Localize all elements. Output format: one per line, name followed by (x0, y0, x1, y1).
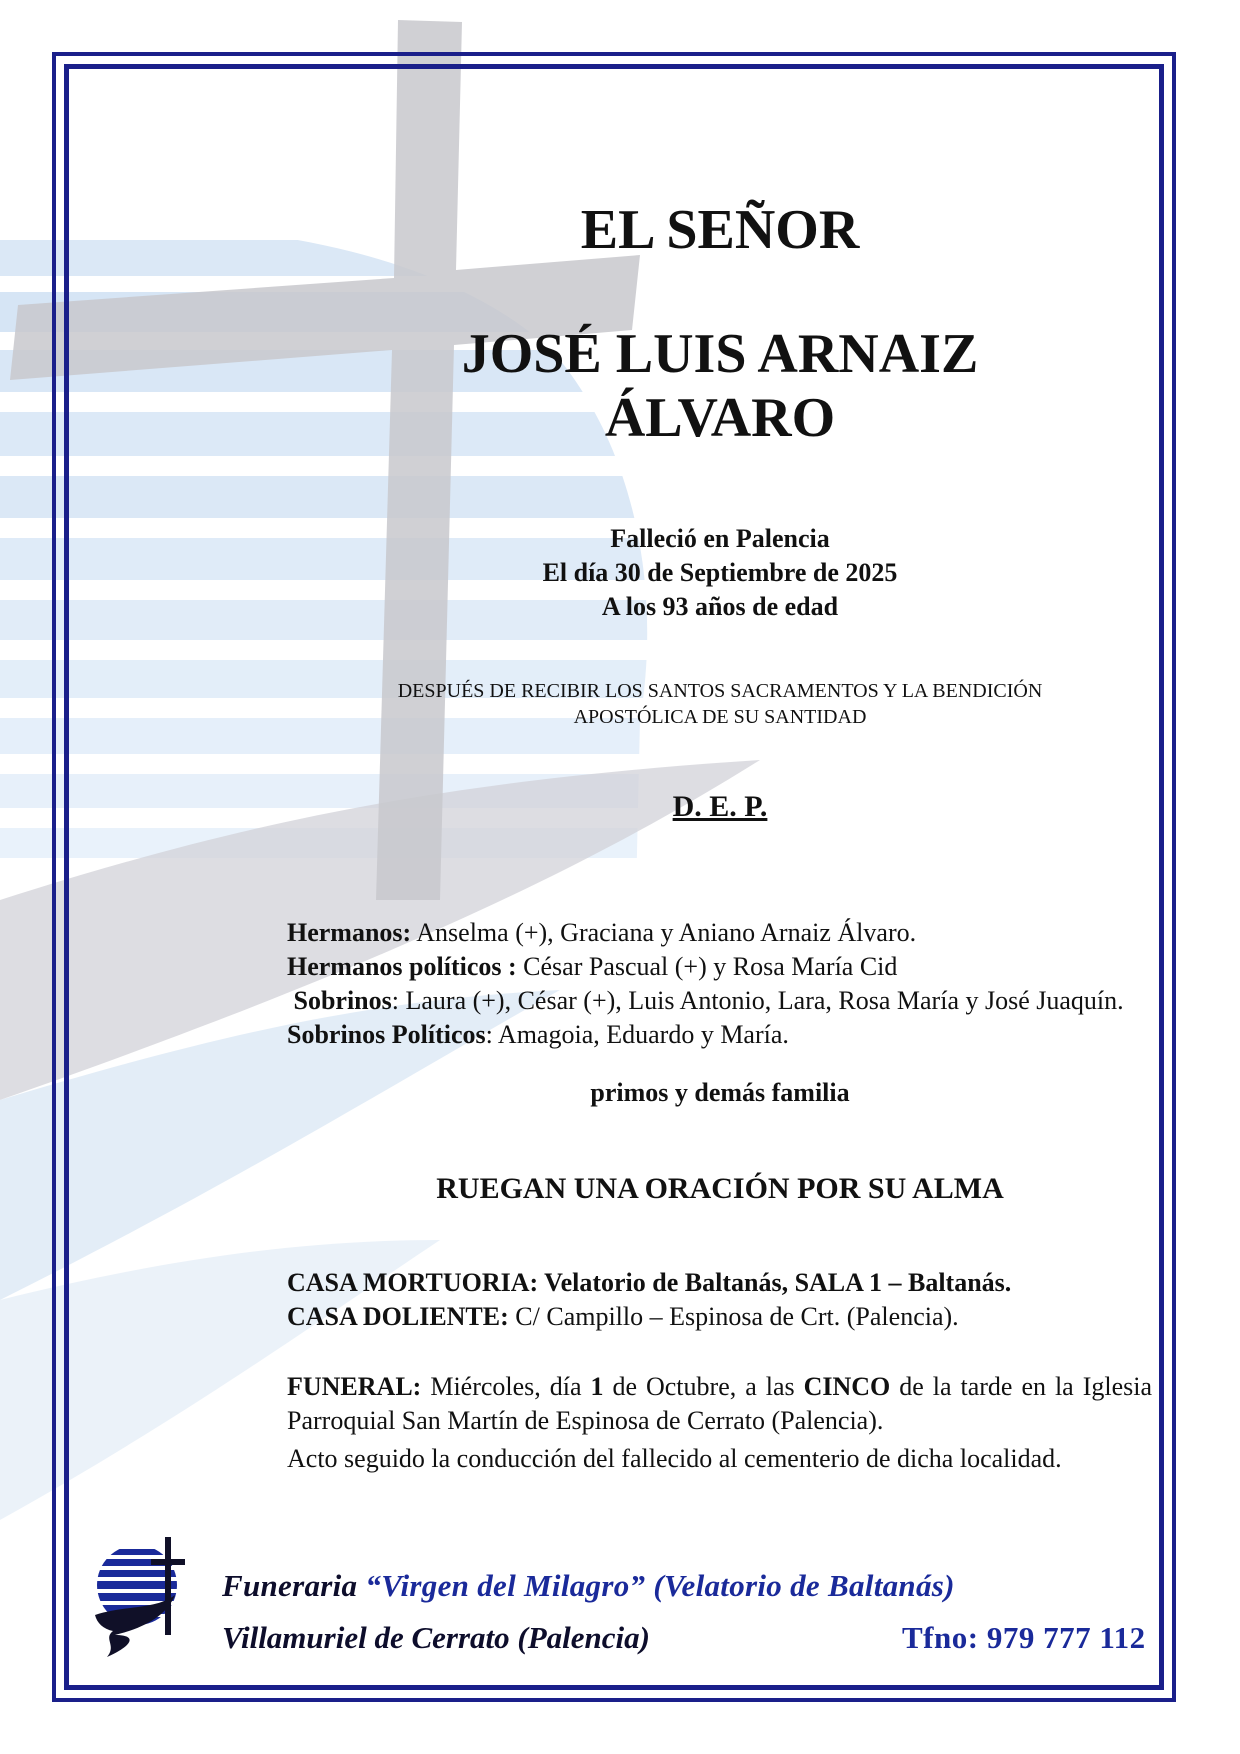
deceased-name-line1: JOSÉ LUIS ARNAIZ (461, 323, 979, 385)
mourning-label: CASA DOLIENTE: (287, 1302, 509, 1331)
death-details (400, 522, 1040, 624)
burial-info: Acto seguido la conducción del fallecido al cementerio de dicha localidad. (287, 1444, 1062, 1473)
funeraria-name (222, 1568, 955, 1604)
death-age: A los 93 años de edad (601, 592, 839, 621)
siblings-in-law-line (287, 950, 1152, 984)
family-list (287, 916, 1152, 1052)
other-family: primos y demás familia (590, 1078, 850, 1107)
siblings-names: Anselma (+), Graciana y Aniano Arnaiz Álvaro. (411, 918, 917, 947)
nephews-label: Sobrinos (293, 986, 392, 1015)
deceased-name-line2: ÁLVARO (604, 387, 836, 449)
prayer-request: RUEGAN UNA ORACIÓN POR SU ALMA (436, 1172, 1004, 1205)
sacraments-text (330, 678, 1110, 730)
nephews-in-law-label: Sobrinos Políticos (287, 1020, 486, 1049)
siblings-label: Hermanos: (287, 918, 412, 947)
funeral-day: 1 (590, 1372, 604, 1401)
mourning-line (287, 1300, 1152, 1334)
sacraments-line1: DESPUÉS DE RECIBIR LOS SANTOS SACRAMENTOS Y LA BENDICIÓN (397, 680, 1043, 702)
funeraria-label: Funeraria (222, 1568, 366, 1603)
siblings-in-law-label: Hermanos políticos : (287, 952, 517, 981)
nephews-in-law-names: : Amagoia, Eduardo y María. (485, 1020, 789, 1049)
funeral-text-1: Miércoles, día (421, 1372, 591, 1401)
mortuary-place: Velatorio de Baltanás, SALA 1 – Baltanás. (538, 1268, 1012, 1297)
funeraria-location: Villamuriel de Cerrato (Palencia) (222, 1620, 650, 1655)
funeraria-phone: Tfno: 979 777 112 (902, 1620, 1146, 1655)
mortuary-label: CASA MORTUORIA: (287, 1268, 539, 1297)
funeral-text-3: de la tarde en la Iglesia Parroquial San Martín de Espinosa de Cerrato (Palencia). (287, 1372, 1152, 1435)
sacraments-line2: APOSTÓLICA DE SU SANTIDAD (573, 706, 867, 728)
funeral-info (287, 1370, 1152, 1438)
nephews-names: : Laura (+), César (+), Luis Antonio, Lara, Rosa María y José Juaquín. (391, 986, 1124, 1015)
funeral-time: CINCO (803, 1372, 891, 1401)
mortuary-line (287, 1266, 1152, 1300)
funeraria-virgen: “Virgen del Milagro” (Velatorio de Baltanás) (365, 1568, 955, 1603)
nephews-line (287, 984, 1152, 1052)
death-date: El día 30 de Septiembre de 2025 (542, 558, 898, 587)
death-place: Falleció en Palencia (610, 524, 830, 553)
mourning-address: C/ Campillo – Espinosa de Crt. (Palencia). (508, 1302, 959, 1331)
notice-heading: EL SEÑOR (580, 199, 860, 261)
siblings-line (287, 916, 1152, 950)
dep-mark: D. E. P. (672, 790, 768, 823)
deceased-name (360, 322, 1080, 450)
funeral-text-2: de Octubre, a las (603, 1372, 804, 1401)
funeral-label: FUNERAL: (287, 1372, 422, 1401)
funeraria-logo-icon (95, 1535, 205, 1660)
siblings-in-law-names: César Pascual (+) y Rosa María Cid (516, 952, 898, 981)
mortuary-info (287, 1266, 1152, 1334)
